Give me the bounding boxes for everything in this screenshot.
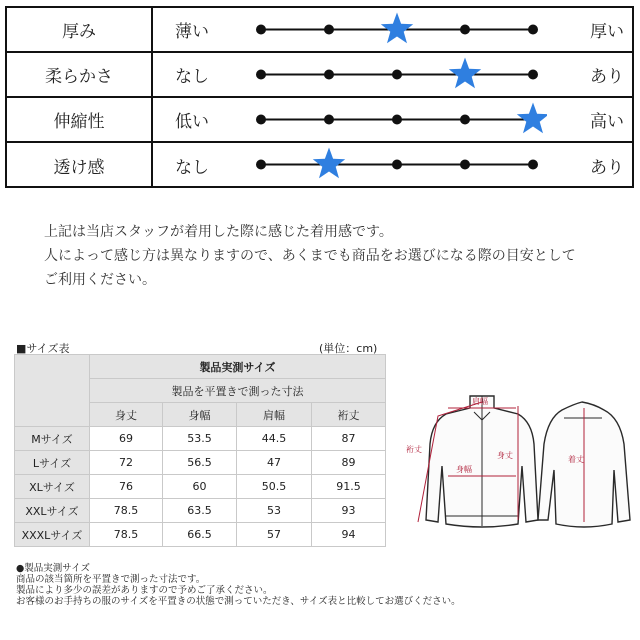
cell: 44.5 xyxy=(237,427,312,451)
table-row xyxy=(15,475,386,499)
table-row xyxy=(15,451,386,475)
feel-scale xyxy=(247,98,547,141)
feel-scale xyxy=(247,143,547,186)
feel-row xyxy=(7,8,632,53)
note-line-3: ご利用ください。 xyxy=(44,272,156,288)
back-length-label: 着丈 xyxy=(568,455,584,464)
size-label: Lサイズ xyxy=(15,451,90,475)
footnote-4: お客様のお手持ちの服のサイズを平置きの状態で測っていただき、サイズ表と比較してお選びください。 xyxy=(16,596,461,607)
cell: 63.5 xyxy=(163,499,237,523)
feel-right-text: 高い xyxy=(590,112,624,132)
size-subheader: 製品を平置きで測った寸法 xyxy=(90,379,386,403)
feel-label: 厚み xyxy=(7,8,153,51)
feel-right-text: あり xyxy=(590,158,624,178)
feel-label: 柔らかさ xyxy=(7,53,153,96)
feel-row xyxy=(7,98,632,143)
cell: 66.5 xyxy=(163,523,237,547)
scale-dot xyxy=(460,25,470,35)
size-label: XLサイズ xyxy=(15,475,90,499)
cell: 53.5 xyxy=(163,427,237,451)
cell: 72 xyxy=(90,451,163,475)
scale-dot xyxy=(324,25,334,35)
level-star xyxy=(517,103,547,134)
sleeve-label: 裄丈 xyxy=(406,445,422,454)
feel-scale xyxy=(247,8,547,51)
scale-dot xyxy=(256,25,266,35)
feel-right-text: あり xyxy=(590,67,624,87)
feel-left-text: 薄い xyxy=(175,22,209,42)
table-row xyxy=(15,523,386,547)
width-label: 身幅 xyxy=(456,465,472,474)
col-header: 身丈 xyxy=(90,403,163,427)
feel-label: 透け感 xyxy=(7,143,153,188)
cell: 56.5 xyxy=(163,451,237,475)
note-line-1: 上記は当店スタッフが着用した際に感じた着用感です。 xyxy=(44,224,393,240)
col-header: 肩幅 xyxy=(237,403,312,427)
size-label: XXXLサイズ xyxy=(15,523,90,547)
feel-row xyxy=(7,53,632,98)
scale-dot xyxy=(256,70,266,80)
scale-dot xyxy=(528,70,538,80)
scale-dot xyxy=(528,160,538,170)
note-line-2: 人によって感じ方は異なりますので、あくまでも商品をお選びになる際の目安として xyxy=(44,248,576,264)
feel-left-text: なし xyxy=(175,67,209,87)
cell: 76 xyxy=(90,475,163,499)
cell: 93 xyxy=(312,499,386,523)
scale-dot xyxy=(528,25,538,35)
size-table-title: ■サイズ表 xyxy=(16,342,70,355)
col-header: 裄丈 xyxy=(312,403,386,427)
level-star xyxy=(313,148,345,179)
scale-dot xyxy=(392,160,402,170)
cell: 78.5 xyxy=(90,523,163,547)
feel-row xyxy=(7,143,632,188)
col-header: 身幅 xyxy=(163,403,237,427)
scale-dot xyxy=(460,160,470,170)
footnote-3: 製品により多少の誤差がありますので予めご了承ください。 xyxy=(16,585,273,596)
cell: 69 xyxy=(90,427,163,451)
cell: 94 xyxy=(312,523,386,547)
feel-scale xyxy=(247,53,547,96)
feel-left-text: なし xyxy=(175,158,209,178)
cell: 91.5 xyxy=(312,475,386,499)
cell: 50.5 xyxy=(237,475,312,499)
cell: 47 xyxy=(237,451,312,475)
footnote-2: 商品の該当箇所を平置きで測った寸法です。 xyxy=(16,574,206,585)
feel-label: 伸縮性 xyxy=(7,98,153,141)
body-length-label: 身丈 xyxy=(497,451,513,460)
size-label: Mサイズ xyxy=(15,427,90,451)
shoulder-label: 肩幅 xyxy=(472,397,488,406)
cell: 87 xyxy=(312,427,386,451)
cell: 60 xyxy=(163,475,237,499)
size-table xyxy=(14,354,386,547)
size-header: 製品実測サイズ xyxy=(90,355,386,379)
scale-dot xyxy=(256,115,266,125)
footnote-1: ●製品実測サイズ xyxy=(16,563,91,574)
scale-dot xyxy=(256,160,266,170)
jacket-diagram xyxy=(398,388,634,536)
feel-table xyxy=(5,6,634,188)
level-star xyxy=(449,58,481,89)
scale-dot xyxy=(392,115,402,125)
corner-cell xyxy=(15,355,90,427)
scale-dot xyxy=(324,70,334,80)
cell: 78.5 xyxy=(90,499,163,523)
cell: 89 xyxy=(312,451,386,475)
cell: 57 xyxy=(237,523,312,547)
scale-dot xyxy=(324,115,334,125)
feel-left-text: 低い xyxy=(175,112,209,132)
scale-dot xyxy=(460,115,470,125)
size-table-unit: (単位：cm) xyxy=(319,342,378,355)
feel-right-text: 厚い xyxy=(590,22,624,42)
scale-dot xyxy=(392,70,402,80)
size-label: XXLサイズ xyxy=(15,499,90,523)
table-row xyxy=(15,427,386,451)
table-row xyxy=(15,499,386,523)
cell: 53 xyxy=(237,499,312,523)
level-star xyxy=(381,13,413,44)
